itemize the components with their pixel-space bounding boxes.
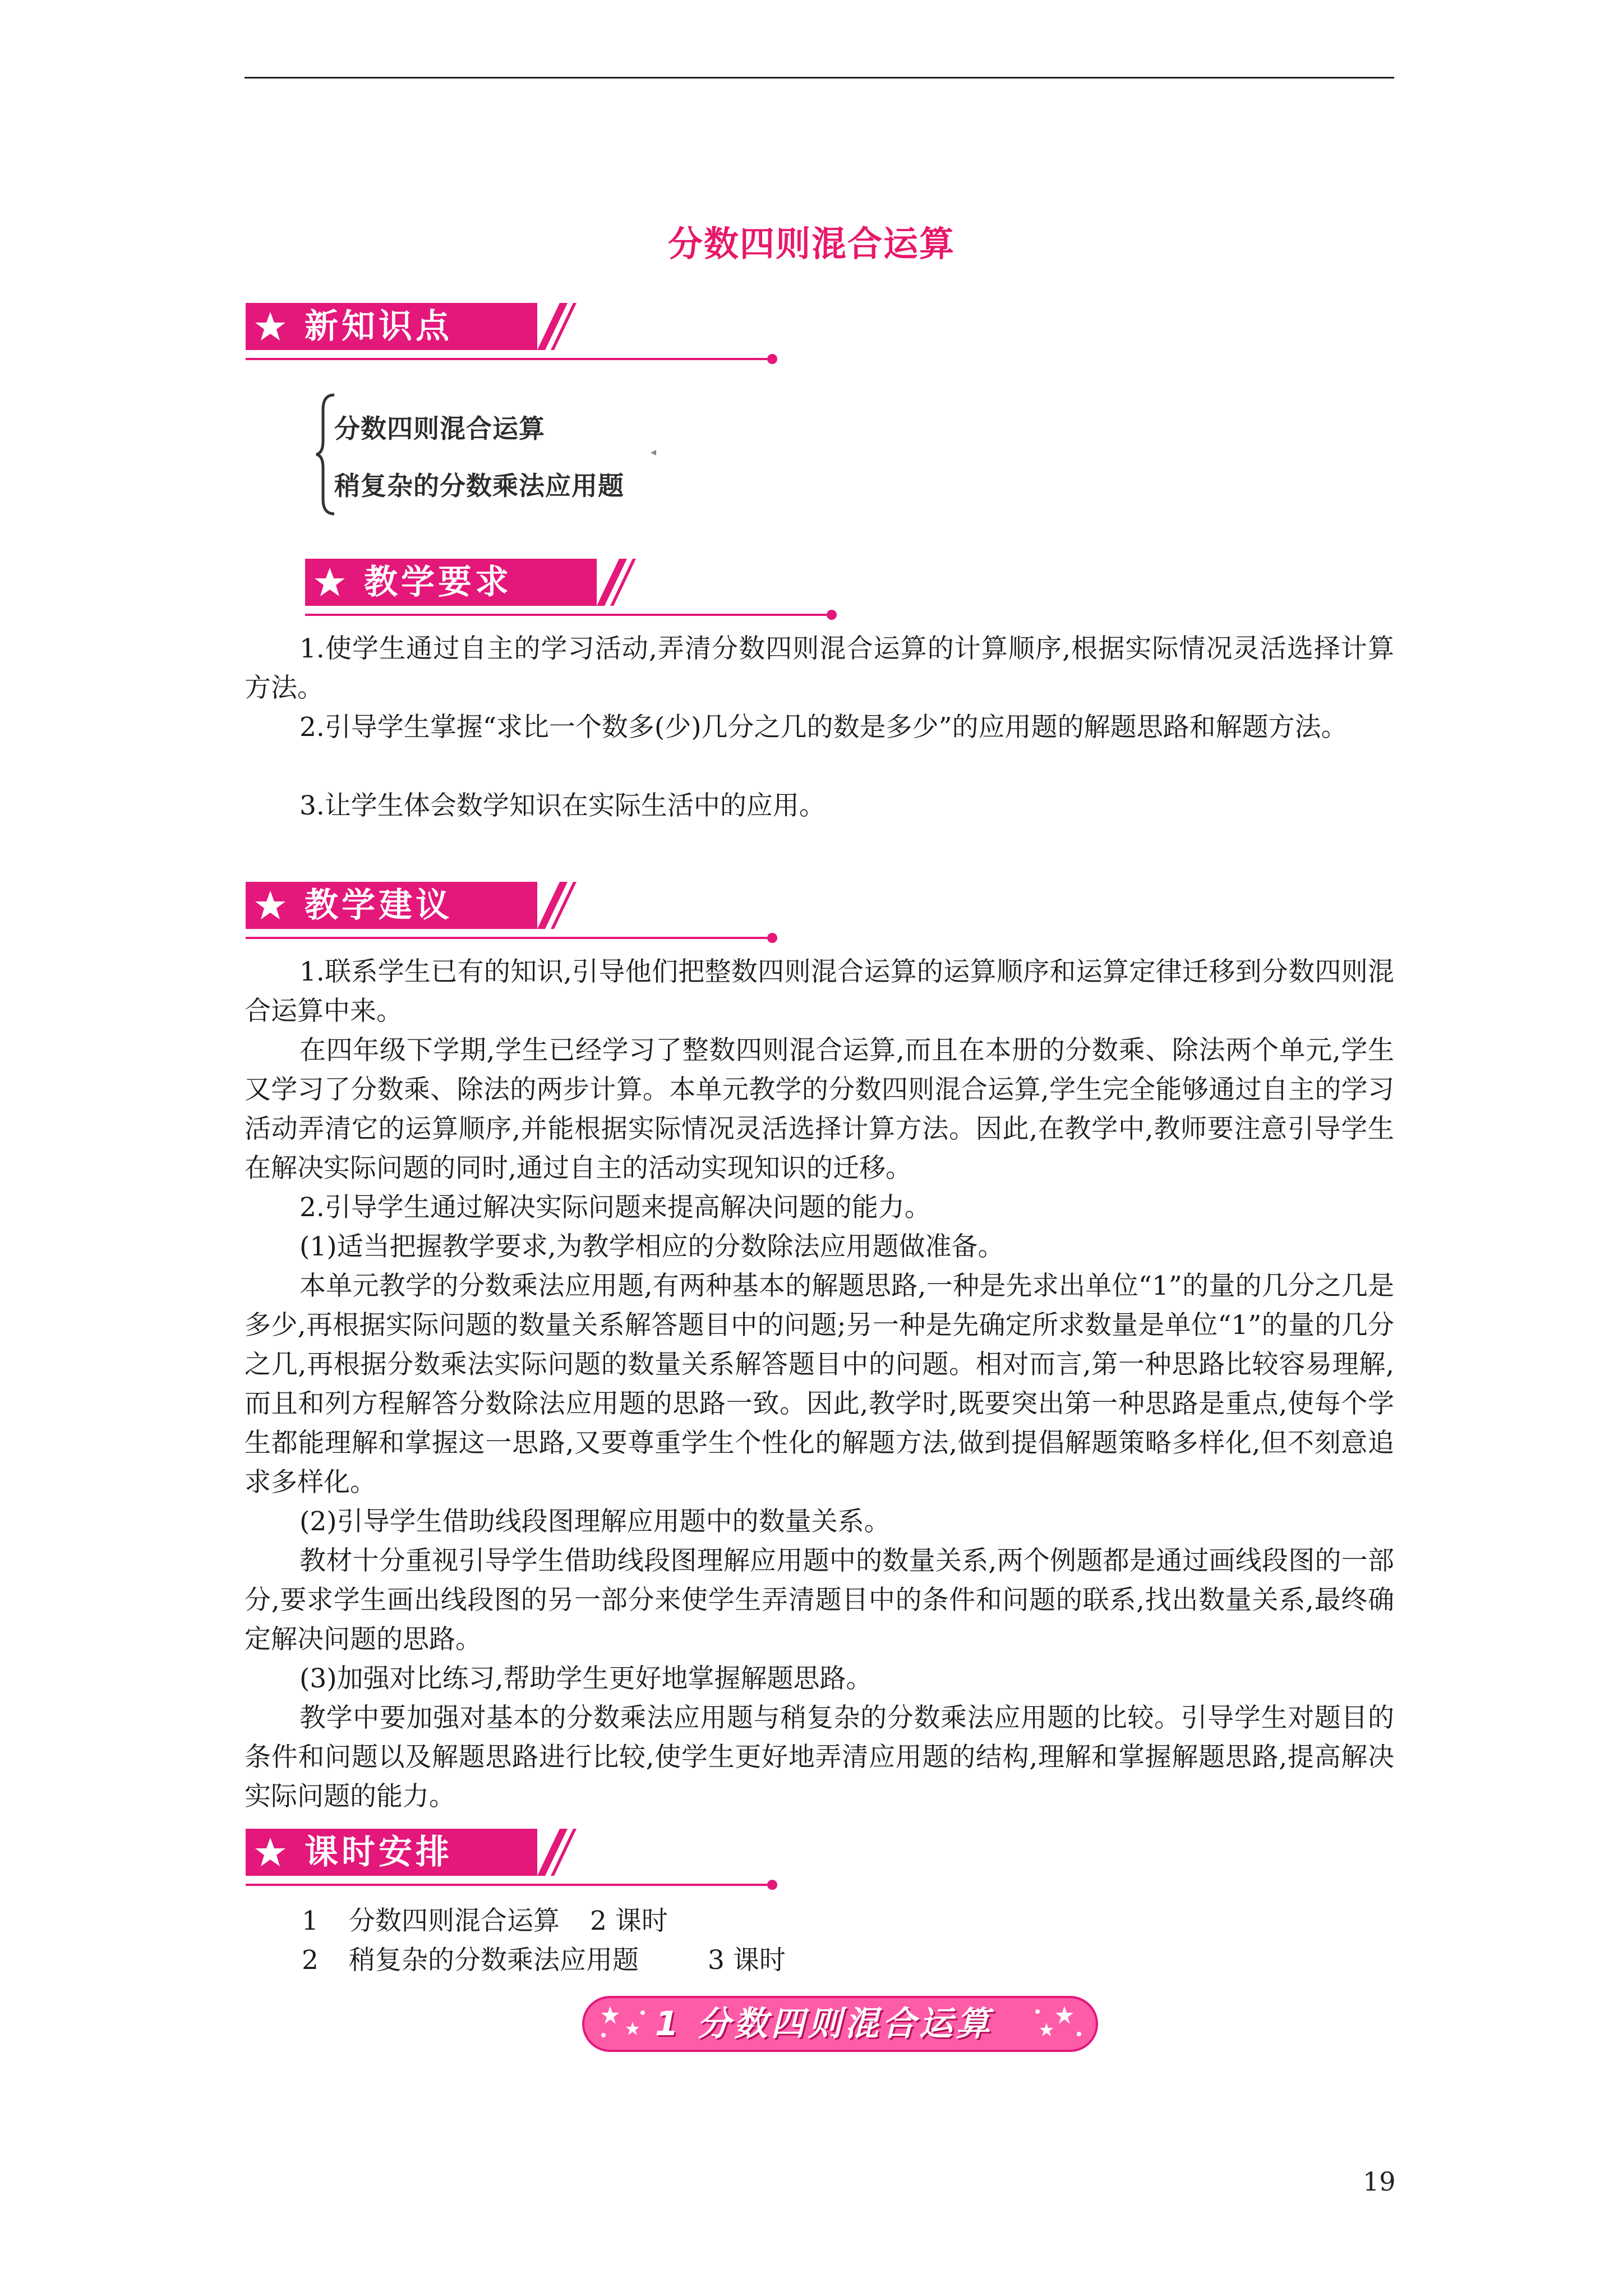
slash-decoration-icon <box>585 559 636 606</box>
schedule-num: 1 <box>302 1906 319 1936</box>
section-header-suggestions <box>246 882 784 945</box>
knowledge-item: 稍复杂的分数乘法应用题 <box>334 471 624 501</box>
paragraph: (1)适当把握教学要求,为教学相应的分数除法应用题做准备。 <box>299 1231 1004 1262</box>
section-dot <box>827 610 837 620</box>
paragraph: 2.引导学生掌握“求比一个数多(少)几分之几的数是多少”的应用题的解题思路和解题方法。 <box>299 712 1348 743</box>
section-underline <box>305 614 827 616</box>
paragraph: (3)加强对比练习,帮助学生更好地掌握解题思路。 <box>299 1663 873 1694</box>
schedule-topic: 分数四则混合运算 <box>349 1906 560 1936</box>
slash-decoration-icon <box>526 303 577 350</box>
page-title: 分数四则混合运算 <box>667 223 955 264</box>
section-dot <box>767 933 777 943</box>
section-label: 教学要求 <box>364 563 512 602</box>
schedule-row <box>302 1902 668 1941</box>
schedule-num: 2 <box>302 1945 319 1976</box>
paragraph: 本单元教学的分数乘法应用题,有两种基本的解题思路,一种是先求出单位“1”的量的几分之几是多少,再根据实际问题的数量关系解答题目中的问题;另一种是先确定所求数量是单位“1”的量的几分之几,再根据分数乘法实际问题的数量关系解答题目中的问题。相对而言,第一种思路比较容易理解,而且和列方程解答分数除法应用题的思路一致。因此,教学时,既要突出第一种思路是重点,使每个学生都能理解和掌握这一思路,又要尊重学生个性化的解题方法,做到提倡解题策略多样化,但不刻意追求多样化。 <box>245 1271 1394 1498</box>
schedule-hours: 3 课时 <box>708 1945 786 1976</box>
section-label: 教学建议 <box>305 886 453 925</box>
paragraph: 教材十分重视引导学生借助线段图理解应用题中的数量关系,两个例题都是通过画线段图的一部分,要求学生画出线段图的另一部分来使学生弄清题目中的条件和问题的联系,找出数量关系,最终确定解决问题的思路。 <box>245 1545 1394 1655</box>
paragraph: 2.引导学生通过解决实际问题来提高解决问题的能力。 <box>299 1192 931 1223</box>
paragraph: 3.让学生体会数学知识在实际生活中的应用。 <box>299 790 826 821</box>
lesson-banner <box>582 1990 1098 2058</box>
slash-decoration-icon <box>526 1829 577 1876</box>
paragraph: (2)引导学生借助线段图理解应用题中的数量关系。 <box>299 1506 891 1537</box>
paragraph: 1.使学生通过自主的学习活动,弄清分数四则混合运算的计算顺序,根据实际情况灵活选择计算方法。 <box>245 633 1394 703</box>
section-dot <box>767 1880 777 1890</box>
knowledge-item: 分数四则混合运算 <box>334 413 545 444</box>
section-label: 新知识点 <box>305 307 453 346</box>
sparkle-stars-icon <box>1031 2003 1087 2045</box>
brace-icon <box>314 393 336 516</box>
star-icon <box>253 310 287 343</box>
slash-decoration-icon <box>526 882 577 929</box>
header-rule <box>245 77 1394 79</box>
section-header-requirements <box>305 559 843 622</box>
schedule-row <box>302 1941 786 1980</box>
section-underline <box>246 358 767 360</box>
section-underline <box>246 1884 767 1886</box>
star-icon <box>313 565 347 599</box>
paragraph: 在四年级下学期,学生已经学习了整数四则混合运算,而且在本册的分数乘、除法两个单元,学生又学习了分数乘、除法的两步计算。本单元教学的分数四则混合运算,学生完全能够通过自主的学习活动弄清它的运算顺序,并能根据实际情况灵活选择计算方法。因此,在教学中,教师要注意引导学生在解决实际问题的同时,通过自主的活动实现知识的迁移。 <box>245 1035 1394 1184</box>
section-underline <box>246 937 767 939</box>
banner-text: 1 分数四则混合运算 <box>655 2004 993 2044</box>
schedule-topic: 稍复杂的分数乘法应用题 <box>349 1945 639 1976</box>
section-header-schedule <box>246 1829 784 1892</box>
arrow-mark-icon <box>649 449 657 457</box>
page-number: 19 <box>1363 2166 1396 2197</box>
star-icon <box>253 889 287 922</box>
section-header-new-knowledge <box>246 303 784 366</box>
paragraph: 教学中要加强对基本的分数乘法应用题与稍复杂的分数乘法应用题的比较。引导学生对题目的条件和问题以及解题思路进行比较,使学生更好地弄清应用题的结构,理解和掌握解题思路,提高解决实际问题的能力。 <box>245 1703 1394 1812</box>
schedule-hours: 2 课时 <box>590 1906 668 1936</box>
section-label: 课时安排 <box>305 1833 453 1872</box>
sparkle-stars-icon <box>593 2003 649 2045</box>
star-icon <box>253 1835 287 1869</box>
paragraph: 1.联系学生已有的知识,引导他们把整数四则混合运算的运算顺序和运算定律迁移到分数四则混合运算中来。 <box>245 956 1394 1027</box>
section-dot <box>767 354 777 364</box>
